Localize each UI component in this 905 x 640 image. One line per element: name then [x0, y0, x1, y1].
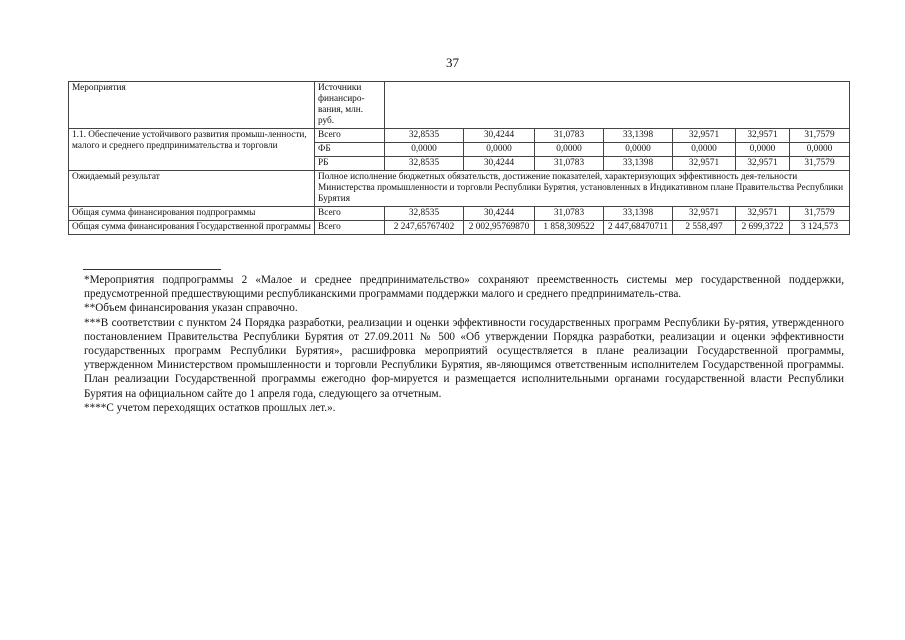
value-cell: 0,0000	[385, 143, 464, 157]
value-cell: 1 858,309522	[535, 221, 604, 235]
table-header-row	[69, 82, 850, 129]
value-cell: 30,4244	[464, 207, 535, 221]
value-cell: 33,1398	[604, 207, 673, 221]
source-cell: Всего	[315, 207, 385, 221]
subprogram-total-label: Общая сумма финансирования подпрограммы	[69, 207, 315, 221]
expected-result-row	[69, 171, 850, 207]
footnote-3: ***В соответствии с пунктом 24 Порядка разработки, реализации и оценки эффективности государственных программ Республики Бу-рятия, утвержденного постановлением Правительства Республики Бурятия от 27.09.2011 № 500 «Об утверждении Порядка разработки, реализации и оценки эффективности государственных программ Республики Бурятия», расшифровка мероприятий осуществляется в плане реализации Государственной программы, утвержденном Министерством промышленности и торговли Республики Бурятия, яв-ляющимся ответственным исполнителем Государственной программы. План реализации Государственной программы ежегодно фор-мируется и размещается исполнительными органами государственной власти Республики Бурятия на официальном сайте до 1 апреля года, следующего за отчетным.	[84, 316, 844, 400]
value-cell: 0,0000	[535, 143, 604, 157]
footnote-divider	[83, 269, 221, 270]
value-cell: 30,4244	[464, 157, 535, 171]
value-cell: 32,8535	[385, 207, 464, 221]
value-cell: 2 558,497	[673, 221, 736, 235]
value-cell: 33,1398	[604, 129, 673, 143]
value-cell: 3 124,573	[790, 221, 850, 235]
value-cell: 0,0000	[604, 143, 673, 157]
value-cell: 32,9571	[673, 157, 736, 171]
value-cell: 0,0000	[736, 143, 790, 157]
value-cell: 32,9571	[736, 207, 790, 221]
source-cell: Всего	[315, 221, 385, 235]
subprogram-total-row	[69, 207, 850, 221]
value-cell: 2 447,68470711	[604, 221, 673, 235]
value-cell: 2 002,95769870	[464, 221, 535, 235]
value-cell: 32,9571	[736, 129, 790, 143]
value-cell: 30,4244	[464, 129, 535, 143]
value-cell: 33,1398	[604, 157, 673, 171]
footnotes	[84, 269, 844, 415]
value-cell: 31,7579	[790, 207, 850, 221]
source-cell: Всего	[315, 129, 385, 143]
header-measures: Мероприятия	[69, 82, 315, 129]
header-empty-area	[385, 82, 850, 129]
value-cell: 0,0000	[673, 143, 736, 157]
source-cell: ФБ	[315, 143, 385, 157]
value-cell: 32,9571	[673, 129, 736, 143]
footnote-2: **Объем финансирования указан справочно.	[84, 302, 298, 315]
value-cell: 32,8535	[385, 129, 464, 143]
value-cell: 31,0783	[535, 207, 604, 221]
measure-label: 1.1. Обеспечение устойчивого развития промыш-ленности, малого и среднего предпринимательства и торговли	[69, 129, 315, 171]
value-cell: 31,0783	[535, 129, 604, 143]
value-cell: 32,8535	[385, 157, 464, 171]
table-row	[69, 129, 850, 143]
value-cell: 31,7579	[790, 129, 850, 143]
state-program-total-row	[69, 221, 850, 235]
value-cell: 0,0000	[464, 143, 535, 157]
expected-result-label: Ожидаемый результат	[69, 171, 315, 207]
source-cell: РБ	[315, 157, 385, 171]
value-cell: 2 247,65767402	[385, 221, 464, 235]
expected-result-text: Полное исполнение бюджетных обязательств, достижение показателей, характеризующих эффективность дея-тельности Министерства промышленности и торговли Республики Бурятия, установленных в Индикативном плане Правительства Республики Бурятия	[315, 171, 850, 207]
value-cell: 32,9571	[736, 157, 790, 171]
value-cell: 2 699,3722	[736, 221, 790, 235]
value-cell: 31,7579	[790, 157, 850, 171]
state-program-total-label: Общая сумма финансирования Государственной программы	[69, 221, 315, 235]
page-number: 37	[446, 55, 459, 70]
financing-table	[68, 81, 850, 235]
value-cell: 0,0000	[790, 143, 850, 157]
value-cell: 31,0783	[535, 157, 604, 171]
value-cell: 32,9571	[673, 207, 736, 221]
footnote-1: *Мероприятия подпрограммы 2 «Малое и среднее предпринимательство» сохраняют преемственность системы мер государственной поддержки, предусмотренной предшествующими республиканскими программами поддержки малого и среднего предприниматель-ства.	[84, 274, 844, 301]
footnote-4: ****С учетом переходящих остатков прошлых лет.».	[84, 401, 336, 414]
header-sources: Источники финансиро-вания, млн. руб.	[315, 82, 385, 129]
